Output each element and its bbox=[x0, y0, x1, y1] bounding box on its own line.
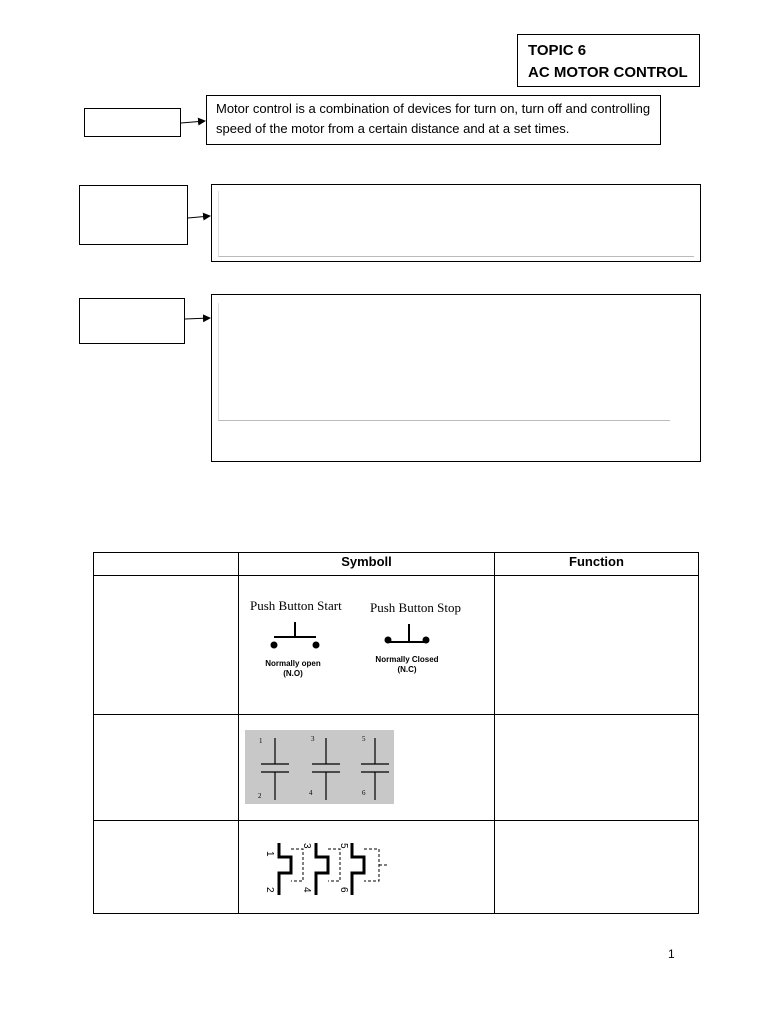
normally-closed-caption: Normally Closed (N.C) bbox=[375, 655, 439, 674]
name-cell-2[interactable] bbox=[94, 715, 239, 821]
push-button-nc-symbol bbox=[379, 622, 439, 648]
name-cell-1[interactable] bbox=[94, 576, 239, 715]
arrow-1 bbox=[181, 121, 205, 123]
overload-num-bottom-6: 6 bbox=[338, 887, 349, 893]
contact-num-top-3: 3 bbox=[311, 735, 315, 743]
blank-answer-box-3[interactable] bbox=[211, 294, 701, 462]
contact-num-bottom-6: 6 bbox=[362, 789, 366, 797]
function-cell-3[interactable] bbox=[495, 821, 699, 914]
blank-answer-box-2[interactable] bbox=[211, 184, 701, 262]
arrow-2 bbox=[188, 216, 210, 218]
blank-label-box-1[interactable] bbox=[84, 108, 181, 137]
blank-label-box-2[interactable] bbox=[79, 185, 188, 245]
function-cell-1[interactable] bbox=[495, 576, 699, 715]
contact-symbol-panel bbox=[245, 730, 394, 804]
symbol-table bbox=[93, 552, 699, 914]
symbol-cell-contacts bbox=[239, 715, 495, 821]
normally-open-caption: Normally open (N.O) bbox=[265, 659, 321, 678]
topic-title: AC MOTOR CONTROL bbox=[528, 64, 688, 81]
symbol-cell-push-buttons bbox=[239, 576, 495, 715]
blank-label-box-3[interactable] bbox=[79, 298, 185, 344]
overload-relay-symbol bbox=[259, 835, 409, 899]
overload-num-top-5: 5 bbox=[338, 843, 349, 849]
symbol-cell-overload bbox=[239, 821, 495, 914]
contact-num-top-1: 1 bbox=[259, 737, 263, 745]
function-cell-2[interactable] bbox=[495, 715, 699, 821]
header-function: Function bbox=[495, 553, 699, 576]
header-symbol: Symboll bbox=[239, 553, 495, 576]
definition-box bbox=[206, 95, 661, 145]
table-header-row bbox=[94, 553, 699, 576]
arrow-3 bbox=[185, 318, 210, 319]
overload-num-bottom-4: 4 bbox=[301, 887, 312, 893]
main-contact-symbol bbox=[245, 730, 394, 804]
overload-num-top-3: 3 bbox=[301, 843, 312, 849]
topic-number: TOPIC 6 bbox=[528, 42, 587, 59]
push-button-stop-label: Push Button Stop bbox=[370, 600, 462, 615]
table-row bbox=[94, 821, 699, 914]
page-number: 1 bbox=[668, 947, 675, 961]
contact-num-top-5: 5 bbox=[362, 735, 366, 743]
definition-text: Motor control is a combination of devices for turn on, turn off and controlling speed of the motor from a certain distance and at a set times. bbox=[216, 101, 651, 136]
table-row bbox=[94, 576, 699, 715]
answer-area-3 bbox=[218, 303, 670, 421]
contact-num-bottom-4: 4 bbox=[309, 789, 313, 797]
topic-title-box bbox=[517, 34, 700, 87]
overload-num-bottom-2: 2 bbox=[264, 887, 275, 893]
push-button-no-symbol bbox=[259, 620, 339, 650]
contact-num-bottom-2: 2 bbox=[258, 792, 262, 800]
answer-area-2 bbox=[218, 191, 694, 257]
table-row bbox=[94, 715, 699, 821]
push-button-start-label: Push Button Start bbox=[250, 598, 342, 613]
overload-num-top-1: 1 bbox=[264, 851, 275, 857]
header-name bbox=[94, 553, 239, 576]
name-cell-3[interactable] bbox=[94, 821, 239, 914]
